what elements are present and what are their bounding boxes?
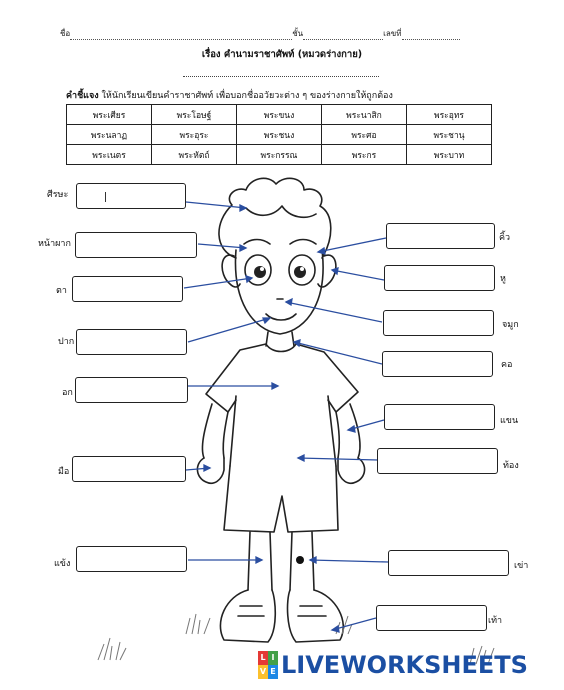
answer-box-belly[interactable] xyxy=(377,448,498,474)
liveworksheets-watermark xyxy=(258,648,528,682)
label-hand: มือ xyxy=(58,467,70,477)
label-foot: เท้า xyxy=(488,616,503,626)
answer-box-forehead[interactable] xyxy=(75,232,197,258)
label-mouth: ปาก xyxy=(58,337,75,347)
label-belly: ท้อง xyxy=(503,461,519,471)
label-chest: อก xyxy=(62,388,73,398)
answer-box-eye[interactable] xyxy=(72,276,183,302)
logo-letter: E xyxy=(268,665,278,679)
worksheet-title: เรื่อง คำนามราชาศัพท์ (หมวดร่างกาย) xyxy=(201,49,363,60)
label-head: ศีรษะ xyxy=(47,190,69,200)
answer-box-mouth[interactable] xyxy=(76,329,187,355)
answer-box-hand[interactable] xyxy=(72,456,186,482)
label-forehead: หน้าผาก xyxy=(38,239,71,249)
answer-box-shin[interactable] xyxy=(76,546,187,572)
word-cell: พระชานุ xyxy=(407,125,492,145)
watermark-text: LIVEWORKSHEETS xyxy=(281,651,528,679)
text-cursor xyxy=(105,192,106,202)
label-knee: เข่า xyxy=(514,561,529,571)
arrow-lines xyxy=(184,202,388,632)
answer-box-chest[interactable] xyxy=(75,377,188,403)
label-neck: คอ xyxy=(501,360,513,370)
word-cell: พระนลาฏ xyxy=(67,125,152,145)
instruction-lead: คำชี้แจง xyxy=(66,91,99,101)
answer-box-neck[interactable] xyxy=(382,351,493,377)
answer-box-ear[interactable] xyxy=(384,265,495,291)
word-cell: พระอุทร xyxy=(407,105,492,125)
word-cell: พระชนง xyxy=(237,125,322,145)
label-nose: จมูก xyxy=(502,320,519,330)
logo-letter: L xyxy=(258,651,268,665)
answer-box-knee[interactable] xyxy=(388,550,509,576)
word-cell: พระศอ xyxy=(322,125,407,145)
word-cell: พระขนง xyxy=(237,105,322,125)
word-cell: พระกร xyxy=(322,145,407,165)
logo-letter: V xyxy=(258,665,268,679)
answer-box-head[interactable] xyxy=(76,183,186,209)
label-eyebrow: คิ้ว xyxy=(499,233,511,243)
liveworksheets-logo xyxy=(258,651,278,679)
word-cell: พระเนตร xyxy=(67,145,152,165)
word-cell: พระบาท xyxy=(407,145,492,165)
word-cell: พระกรรณ xyxy=(237,145,322,165)
answer-box-eyebrow[interactable] xyxy=(386,223,495,249)
answer-box-arm[interactable] xyxy=(384,404,495,430)
answer-box-nose[interactable] xyxy=(383,310,494,336)
label-ear: หู xyxy=(500,274,506,284)
class-label: ชั้น xyxy=(292,29,304,38)
word-cell: พระโอษฐ์ xyxy=(152,105,237,125)
word-cell: พระอุระ xyxy=(152,125,237,145)
name-label: ชื่อ xyxy=(60,29,71,38)
instruction-text: ให้นักเรียนเขียนคำราชาศัพท์ เพื่อบอกชื่ออวัยวะต่าง ๆ ของร่างกายให้ถูกต้อง xyxy=(98,91,393,101)
label-arm: แขน xyxy=(500,416,519,426)
logo-letter: I xyxy=(268,651,278,665)
word-cell: พระหัตถ์ xyxy=(152,145,237,165)
answer-box-foot[interactable] xyxy=(376,605,487,631)
label-shin: แข้ง xyxy=(54,559,71,569)
word-cell: พระนาสิก xyxy=(322,105,407,125)
number-label: เลขที่ xyxy=(383,29,402,38)
label-eye: ตา xyxy=(56,286,67,296)
word-cell: พระเศียร xyxy=(67,105,152,125)
